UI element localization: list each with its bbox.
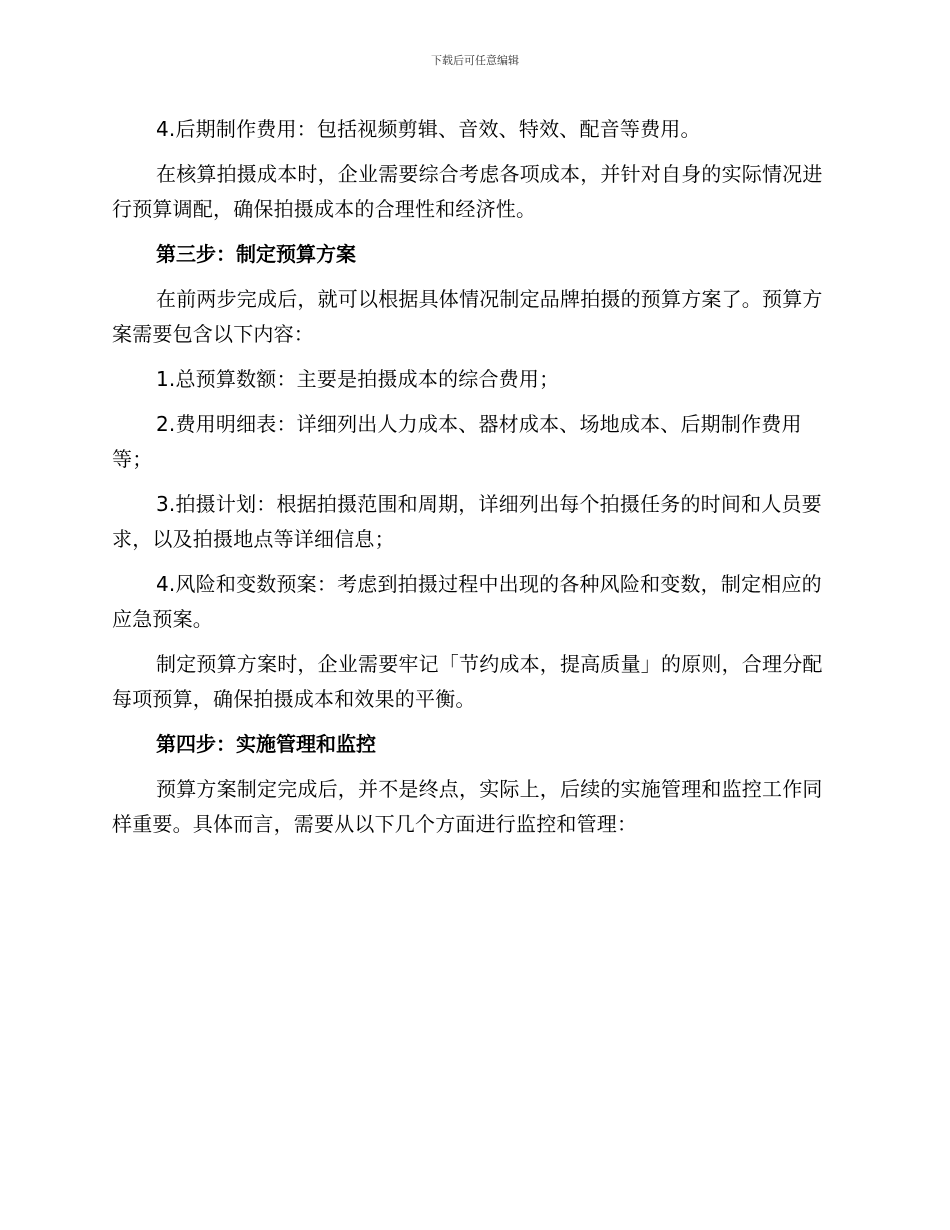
list-item-shooting-plan: 3.拍摄计划：根据拍摄范围和周期，详细列出每个拍摄任务的时间和人员要求，以及拍摄地点等详细信息；	[112, 492, 822, 551]
paragraph-monitoring-intro: 预算方案制定完成后，并不是终点，实际上，后续的实施管理和监控工作同样重要。具体而言，需要从以下几个方面进行监控和管理：	[112, 777, 823, 836]
paragraph-postproduction-cost: 4.后期制作费用：包括视频剪辑、音效、特效、配音等费用。	[156, 117, 701, 141]
list-item-total-budget: 1.总预算数额：主要是拍摄成本的综合费用；	[156, 367, 560, 391]
document-body	[112, 112, 832, 852]
section-heading-step-4: 第四步：实施管理和监控	[156, 732, 376, 756]
page-header: 下载后可任意编辑	[431, 54, 519, 67]
list-item-risk-plan: 4.风险和变数预案：考虑到拍摄过程中出现的各种风险和变数，制定相应的应急预案。	[112, 572, 822, 631]
list-item-cost-breakdown: 2.费用明细表：详细列出人力成本、器材成本、场地成本、后期制作费用等；	[112, 412, 802, 471]
paragraph-budget-intro: 在前两步完成后，就可以根据具体情况制定品牌拍摄的预算方案了。预算方案需要包含以下内容：	[112, 287, 823, 346]
paragraph-cost-accounting: 在核算拍摄成本时，企业需要综合考虑各项成本，并针对自身的实际情况进行预算调配，确保拍摄成本的合理性和经济性。	[112, 162, 823, 221]
paragraph-budget-principle: 制定预算方案时，企业需要牢记「节约成本，提高质量」的原则，合理分配每项预算，确保拍摄成本和效果的平衡。	[112, 652, 823, 711]
section-heading-step-3: 第三步：制定预算方案	[156, 242, 356, 266]
